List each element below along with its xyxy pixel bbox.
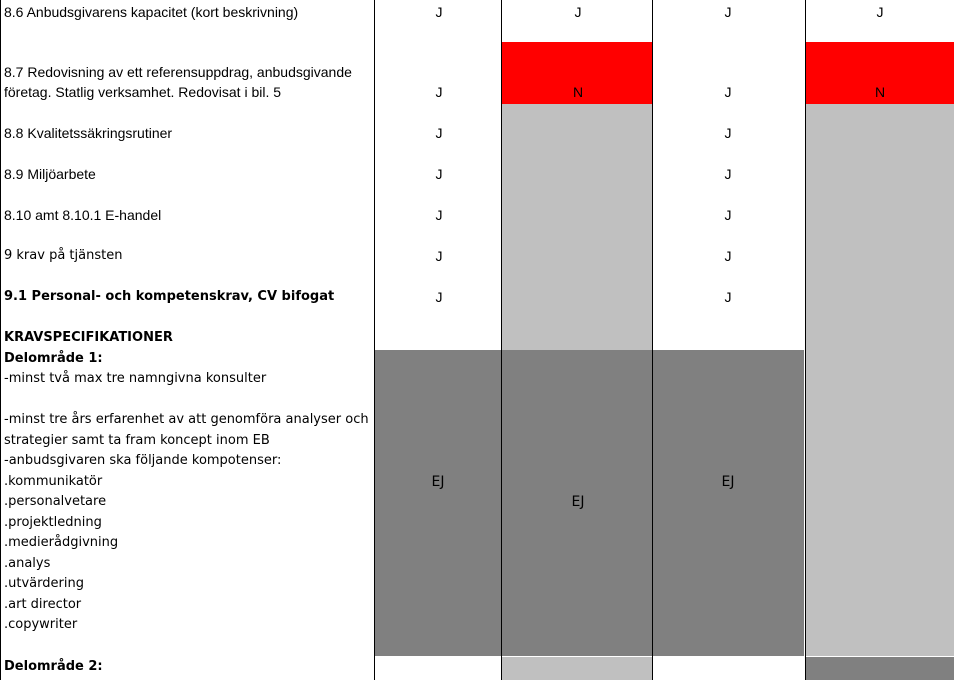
row-label-line2: företag. Statlig verksamhet. Redovisat i bil. 5 — [4, 84, 282, 100]
column-border-2 — [501, 0, 502, 680]
row-label: 9.1 Personal- och kompetenskrav, CV bifogat — [4, 289, 335, 304]
row-value-col1: J — [435, 125, 443, 141]
row-value-col3: J — [724, 84, 732, 100]
col2-light-gray-fill — [502, 104, 652, 350]
competence-item: .utvärdering — [4, 576, 84, 591]
delomrade1-heading: Delområde 1: — [4, 351, 103, 366]
ej-value-col3: EJ — [721, 474, 735, 490]
col4-light-gray-fill — [806, 104, 954, 656]
row-label: 8.10 amt 8.10.1 E-handel — [4, 207, 162, 223]
delomrade2-heading: Delområde 2: — [4, 659, 103, 674]
kravspec-line: -minst tre års erfarenhet av att genomföra analyser och — [4, 412, 369, 427]
row-value-col3: J — [724, 4, 732, 20]
competence-item: .personalvetare — [4, 494, 107, 509]
delomrade2-col4-dark-gray — [806, 657, 954, 680]
delomrade2-col2-light-gray — [502, 657, 652, 680]
row-value-col4: J — [876, 4, 884, 20]
row-value-col1: J — [435, 166, 443, 182]
kravspec-heading: KRAVSPECIFIKATIONER — [4, 330, 173, 345]
kravspec-line: -minst två max tre namngivna konsulter — [4, 371, 267, 386]
competence-item: .projektledning — [4, 515, 102, 530]
left-border — [0, 0, 1, 680]
competence-item: .copywriter — [4, 617, 78, 632]
competence-item: .medierådgivning — [4, 535, 119, 550]
ej-value-col1: EJ — [431, 474, 445, 490]
row-value-col1: J — [435, 4, 443, 20]
row-label-line1: 8.7 Redovisning av ett referensuppdrag, anbudsgivande — [4, 64, 352, 80]
row-label: 8.6 Anbudsgivarens kapacitet (kort beskrivning) — [4, 4, 299, 20]
row-value-col3: J — [724, 289, 732, 305]
column-border-1 — [374, 0, 375, 680]
kravspec-line: strategier samt ta fram koncept inom EB — [4, 433, 270, 448]
row-value-col3: J — [724, 166, 732, 182]
row-value-col1: J — [435, 207, 443, 223]
row-value-col3: J — [724, 207, 732, 223]
row-value-col2: N — [572, 84, 584, 100]
row-value-col1: J — [435, 84, 443, 100]
row-label: 8.9 Miljöarbete — [4, 166, 96, 182]
row-value-col2: J — [574, 4, 582, 20]
competence-item: .kommunikatör — [4, 474, 103, 489]
competence-item: .analys — [4, 556, 51, 571]
kravspec-line: -anbudsgivaren ska följande kompotenser: — [4, 453, 282, 468]
row-value-col3: J — [724, 248, 732, 264]
row-label: 9 krav på tjänsten — [4, 248, 123, 263]
row-value-col1: J — [435, 289, 443, 305]
row-value-col4: N — [874, 84, 886, 100]
row-value-col1: J — [435, 248, 443, 264]
row-value-col3: J — [724, 125, 732, 141]
ej-value-col2: EJ — [571, 494, 585, 510]
column-border-3 — [652, 0, 653, 680]
column-border-4 — [805, 0, 806, 680]
competence-item: .art director — [4, 597, 82, 612]
row-label: 8.8 Kvalitetssäkringsrutiner — [4, 125, 173, 141]
